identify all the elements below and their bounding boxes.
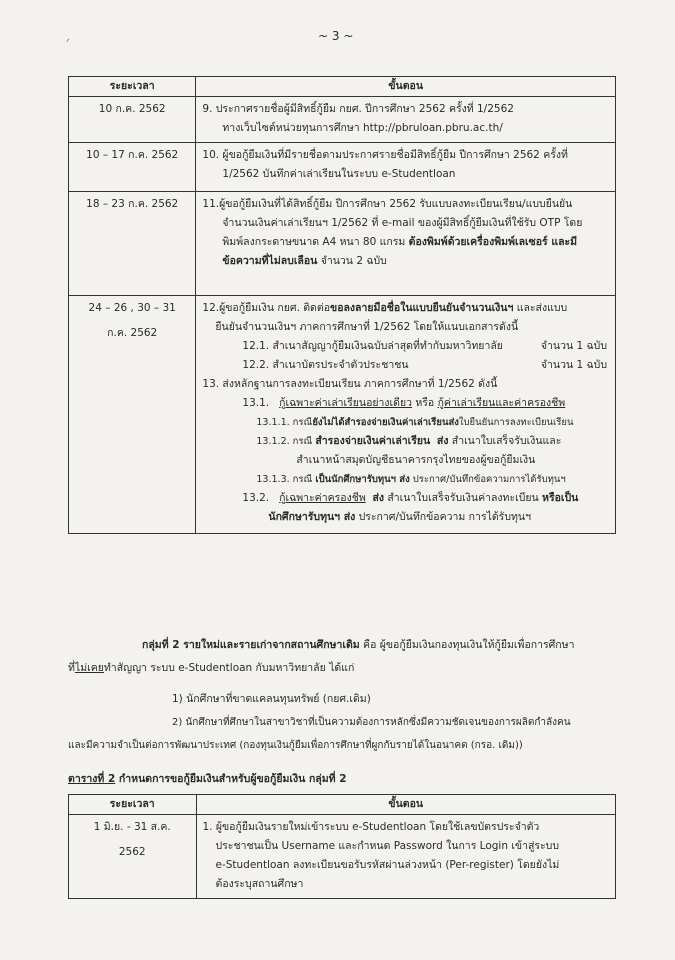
table-2-caption: ตารางที่ 2 กำหนดการขอกู้ยืมเงินสำหรับผู้ขอกู้ยืมเงิน กลุ่มที่ 2: [68, 773, 347, 785]
step-13-1-1: 13.1.1. กรณียังไม่ได้สำรองจ่ายเงินค่าเล่าเรียนส่งใบยืนยันการลงทะเบียนเรียน: [256, 417, 574, 428]
table-header-row: [69, 795, 616, 815]
step-11-line-3: พิมพ์ลงกระดาษขนาด A4 หนา 80 แกรม ต้องพิมพ์ด้วยเครื่องพิมพ์เลเซอร์ และมี: [222, 236, 578, 248]
table-row: [69, 143, 616, 192]
time-cell: 1 มิ.ย. - 31 ส.ค. 2562: [69, 815, 197, 899]
step-11-line-2: จำนวนเงินค่าเล่าเรียนฯ 1/2562 ที่ e-mail ของผู้มีสิทธิ์กู้ยืมเงินที่ใช้รับ OTP โดย: [222, 217, 583, 229]
table-header-row: [69, 77, 616, 97]
scan-mark: ᐟ: [66, 38, 70, 48]
table-row: [69, 296, 616, 534]
step-13-2: 13.2. กู้เฉพาะค่าครองชีพ ส่ง สำเนาใบเสร็จรับเงินค่าลงทะเบียน หรือเป็น: [242, 492, 579, 504]
step-12-line-2: ยืนยันจำนวนเงินฯ ภาคการศึกษาที่ 1/2562 โดยให้แนบเอกสารดังนี้: [215, 321, 519, 333]
step-11-line-4: ข้อความที่ไม่ลบเลือน จำนวน 2 ฉบับ: [222, 255, 387, 267]
step-12-line-1: 12.ผู้ขอกู้ยืมเงิน กยศ. ติดต่อขอลงลายมือชื่อในแบบยืนยันจำนวนเงินฯ และส่งแบบ: [202, 302, 568, 314]
group-2-heading: กลุ่มที่ 2 รายใหม่และรายเก่าจากสถานศึกษาเดิม คือ ผู้ขอกู้ยืมเงินกองทุนเงินให้กู้ยืมเพื่อการศึกษา: [142, 639, 575, 651]
step-cell: [196, 192, 616, 296]
step-13-1-2-line-2: สำเนาหน้าสมุดบัญชีธนาคารกรุงไทยของผู้ขอกู้ยืมเงิน: [296, 454, 536, 466]
page-number: ~ 3 ~: [318, 29, 354, 43]
time-cell: 10 ก.ค. 2562: [69, 97, 196, 143]
step-13-1-2: 13.1.2. กรณี สำรองจ่ายเงินค่าเล่าเรียน ส่ง สำเนาใบเสร็จรับเงินและ: [256, 435, 562, 447]
step-cell: [196, 143, 616, 192]
step-1-line-1: 1. ผู้ขอกู้ยืมเงินรายใหม่เข้าระบบ e-Studentloan โดยใช้เลขบัตรประจำตัว: [202, 821, 540, 833]
step-cell: [196, 815, 616, 899]
step-cell: [196, 296, 616, 534]
col-header-steps: ขั้นตอน: [196, 77, 616, 97]
table-row: [69, 192, 616, 296]
step-1-line-3: e-Studentloan ลงทะเบียนขอรับรหัสผ่านล่วงหน้า (Per-register) โดยยังไม่: [215, 859, 560, 871]
step-13-1: 13.1. กู้เฉพาะค่าเล่าเรียนอย่างเดียว หรือ กู้ค่าเล่าเรียนและค่าครองชีพ: [242, 397, 566, 409]
step-1-line-4: ต้องระบุสถานศึกษา: [215, 878, 304, 890]
step-13: 13. ส่งหลักฐานการลงทะเบียนเรียน ภาคการศึกษาที่ 1/2562 ดังนี้: [202, 378, 498, 390]
step-13-1-3: 13.1.3. กรณี เป็นนักศึกษารับทุนฯ ส่ง ประกาศ/บันทึกข้อความการได้รับทุนฯ: [256, 474, 566, 485]
step-11-line-1: 11.ผู้ขอกู้ยืมเงินที่ได้สิทธิ์กู้ยืม ปีการศึกษา 2562 รับแบบลงทะเบียนเรียน/แบบยืนยัน: [202, 198, 573, 210]
col-header-steps: ขั้นตอน: [196, 795, 616, 815]
step-1-line-2: ประชาชนเป็น Username และกำหนด Password ในการ Login เข้าสู่ระบบ: [215, 840, 560, 852]
schedule-table-1: [68, 76, 616, 534]
step-cell: [196, 97, 616, 143]
step-10-line-1: 10. ผู้ขอกู้ยืมเงินที่มีรายชื่อตามประกาศรายชื่อมีสิทธิ์กู้ยืม ปีการศึกษา 2562 ครั้งที่: [202, 149, 568, 161]
time-cell: 24 – 26 , 30 – 31 ก.ค. 2562: [69, 296, 196, 534]
step-12-1: 12.1. สำเนาสัญญากู้ยืมเงินฉบับล่าสุดที่ทำกับมหาวิทยาลัย จำนวน 1 ฉบับ: [242, 340, 607, 352]
col-header-time: ระยะเวลา: [69, 77, 196, 97]
group-2-line-2: ที่ไม่เคยทำสัญญา ระบบ e-Studentloan กับมหาวิทยาลัย ได้แก่: [68, 662, 355, 674]
step-9-line-1: 9. ประกาศรายชื่อผู้มีสิทธิ์กู้ยืม กยศ. ปีการศึกษา 2562 ครั้งที่ 1/2562: [202, 103, 514, 115]
step-12-2: 12.2. สำเนาบัตรประจำตัวประชาชน จำนวน 1 ฉบับ: [242, 359, 607, 371]
group-2-item-2-cont: และมีความจำเป็นต่อการพัฒนาประเทศ (กองทุนเงินกู้ยืมเพื่อการศึกษาที่ผูกกับรายได้ในอนาคต (กรอ. เดิม)): [68, 740, 523, 751]
schedule-table-2: [68, 794, 616, 899]
step-10-line-2: 1/2562 บันทึกค่าเล่าเรียนในระบบ e-Studentloan: [222, 168, 456, 180]
group-2-item-2: 2) นักศึกษาที่ศึกษาในสาขาวิชาที่เป็นความต้องการหลักซึ่งมีความชัดเจนของการผลิตกำลังคน: [172, 717, 571, 728]
time-cell: 10 – 17 ก.ค. 2562: [69, 143, 196, 192]
table-row: [69, 815, 616, 899]
time-cell: 18 – 23 ก.ค. 2562: [69, 192, 196, 296]
col-header-time: ระยะเวลา: [69, 795, 197, 815]
table-row: [69, 97, 616, 143]
step-9-line-2: ทางเว็บไซต์หน่วยทุนการศึกษา http://pbruloan.pbru.ac.th/: [222, 122, 503, 134]
step-13-2-line-2: นักศึกษารับทุนฯ ส่ง ประกาศ/บันทึกข้อความ การได้รับทุนฯ: [268, 511, 531, 523]
group-2-item-1: 1) นักศึกษาที่ขาดแคลนทุนทรัพย์ (กยศ.เดิม): [172, 693, 371, 705]
